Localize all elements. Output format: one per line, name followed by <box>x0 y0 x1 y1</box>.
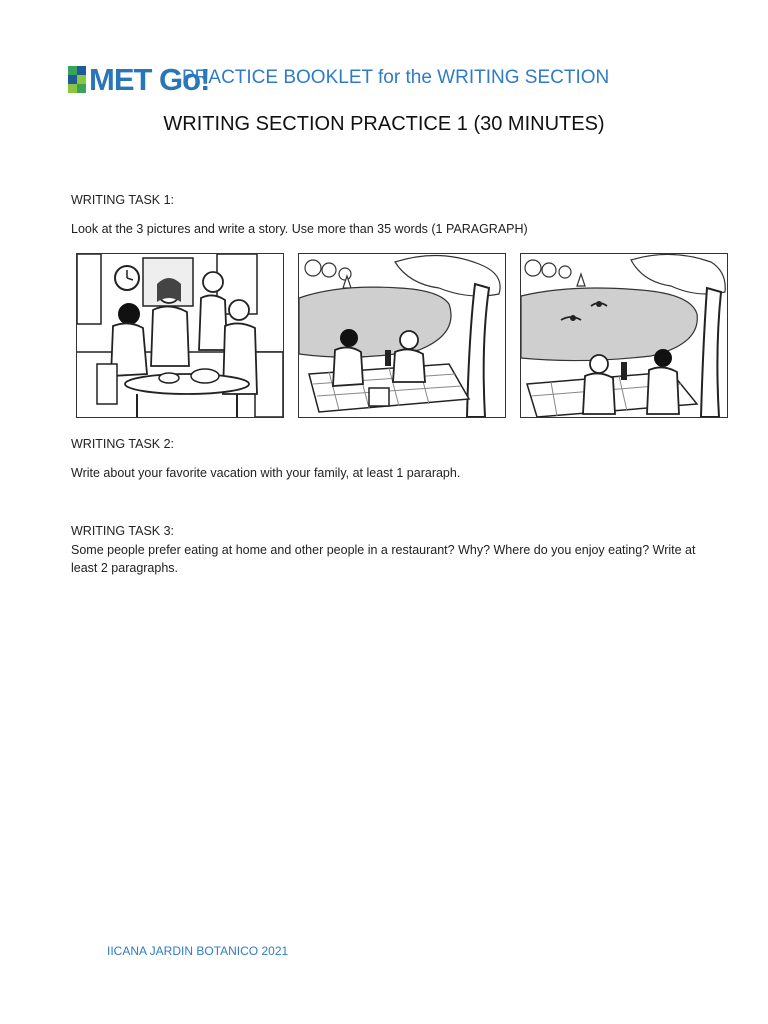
kitchen-family-illustration-icon <box>76 253 284 418</box>
picture-strip <box>76 253 728 418</box>
footer-text: IICANA JARDIN BOTANICO 2021 <box>107 944 289 958</box>
task1-text: Look at the 3 pictures and write a story. Use more than 35 words (1 PARAGRAPH) <box>71 222 528 236</box>
task1-heading: WRITING TASK 1: <box>71 193 175 207</box>
booklet-title: PRACTICE BOOKLET for the WRITING SECTION <box>182 67 610 88</box>
page-header <box>68 62 708 102</box>
lake-picnic-illustration-icon <box>298 253 506 418</box>
logo-text: MET Go! <box>89 62 210 97</box>
logo-mark-icon <box>68 66 86 94</box>
task2-text: Write about your favorite vacation with your family, at least 1 pararaph. <box>71 466 461 480</box>
task2-heading: WRITING TASK 2: <box>71 437 175 451</box>
task3-text-line2: least 2 paragraphs. <box>71 561 179 575</box>
lake-swimmers-illustration-icon <box>520 253 728 418</box>
task3-text-line1: Some people prefer eating at home and other people in a restaurant? Why? Where do you enjoy eating? Write at <box>71 543 696 557</box>
section-title: WRITING SECTION PRACTICE 1 (30 MINUTES) <box>163 113 605 135</box>
task3-heading: WRITING TASK 3: <box>71 524 175 538</box>
